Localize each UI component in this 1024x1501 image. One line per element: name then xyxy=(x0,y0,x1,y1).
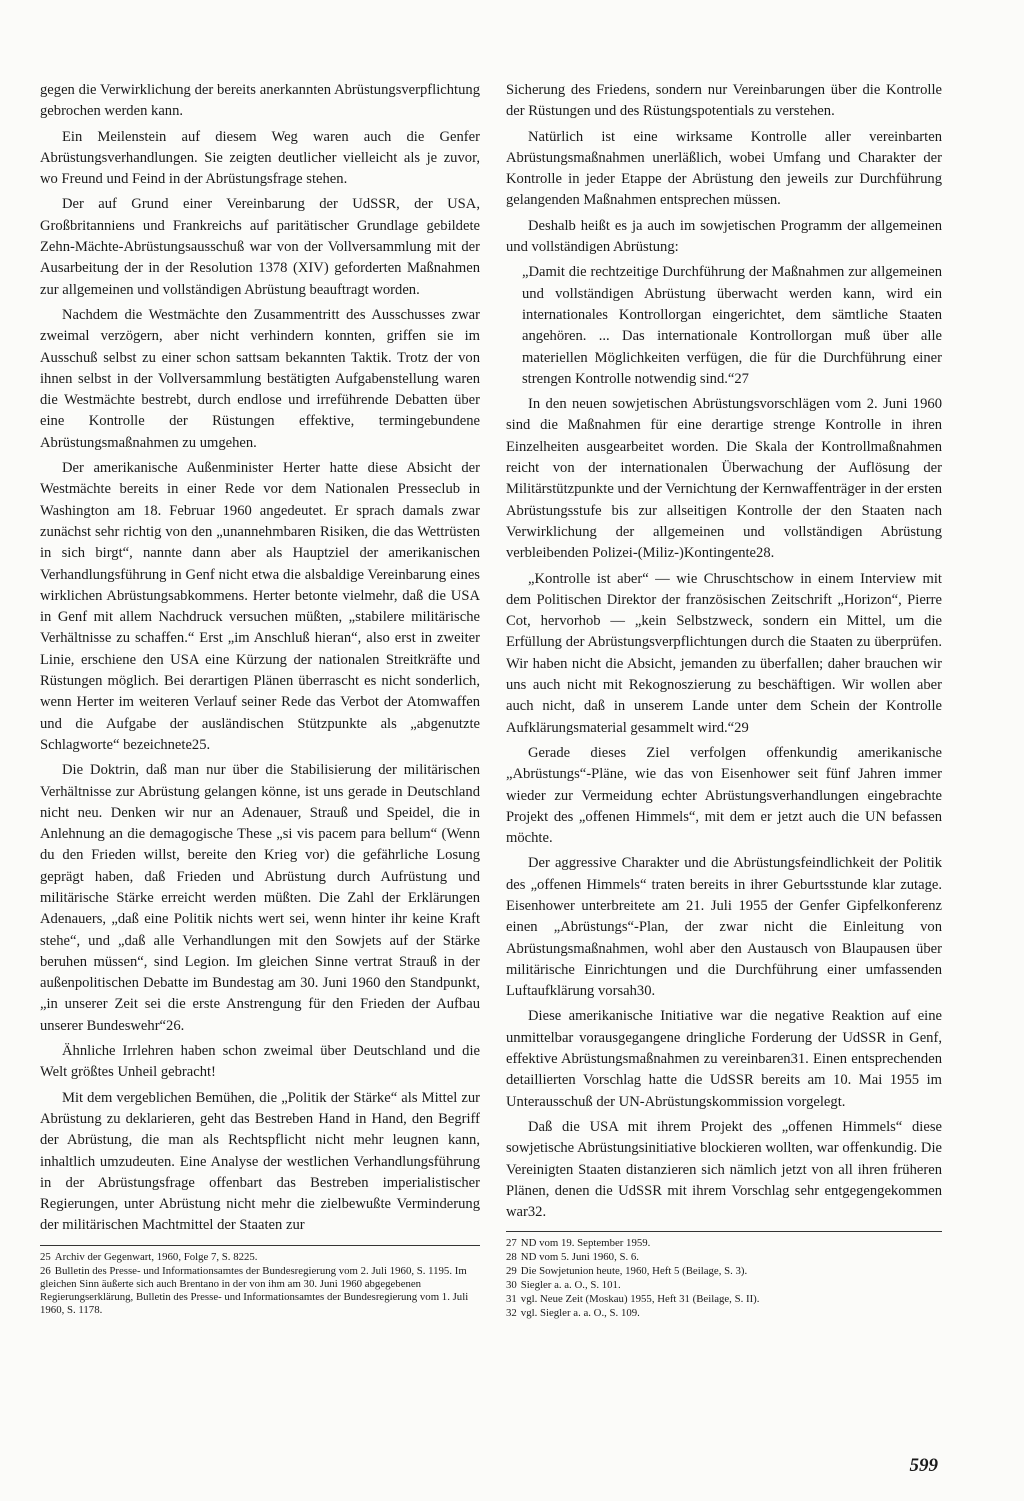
footnote-text: Die Sowjetunion heute, 1960, Heft 5 (Beilage, S. 3). xyxy=(520,1265,748,1278)
footnote xyxy=(506,1237,942,1250)
footnote-number: 26 xyxy=(40,1264,51,1277)
footnote-number: 29 xyxy=(506,1265,517,1278)
footnote-number: 27 xyxy=(506,1237,517,1250)
right-column xyxy=(506,80,942,1321)
paragraph: „Kontrolle ist aber“ — wie Chruschtschow in einem Interview mit dem Politischen Direktor der französischen Zeitschrift „Horizon“, Pierre Cot, hervorhob — „kein Selbstzweck, sondern ein Mittel, um die Erfüllung der Abrüstungsverpflichtungen durch die Staaten zu überprüfen. Wir haben nicht die Absicht, jemanden zu überfallen; daher brauchen wir uns auch nicht mit Rekognoszierung zu beschäftigen. Wir wollen aber auch nicht, daß in unserem Lande unter dem Schein der Kontrolle Aufklärungsmaterial gesammelt wird.“29 xyxy=(506,570,942,736)
paragraph: Ein Meilenstein auf diesem Weg waren auch die Genfer Abrüstungsverhandlungen. Sie zeigten deutlicher vielleicht als je zuvor, wo Freund und Feind in der Abrüstungsfrage stehen. xyxy=(40,128,480,188)
paragraph: Der aggressive Charakter und die Abrüstungsfeindlichkeit der Politik des „offenen Himmels“ traten bereits in ihrer Geburtsstunde klar zutage. Eisenhower unterbreitete am 21. Juli 1955 der Genfer Gipfelkonferenz einen „Abrüstungs“-Plan, der zwar nicht die Einleitung von Abrüstungsmaßnahmen, wohl aber den Austausch von Blaupausen über militärische Einrichtungen und die Durchführung einer umfassenden Luftaufklärung vorsah30. xyxy=(506,855,942,1000)
footnote xyxy=(40,1265,480,1317)
footnote-text: ND vom 19. September 1959. xyxy=(520,1237,651,1250)
block-quote: „Damit die rechtzeitige Durchführung der Maßnahmen zur allgemeinen und vollständigen Abrüstung überwacht werden kann, wird ein internationales Kontrollorgan eingerichtet, dem sämtliche Staaten angehören. ... Das internationale Kontrollorgan muß über alle materiellen Möglichkeiten verfügen, die für die Durchführung einer strengen Kontrolle notwendig sind.“27 xyxy=(522,264,942,387)
footnote xyxy=(506,1265,942,1278)
footnote-text: vgl. Neue Zeit (Moskau) 1955, Heft 31 (Beilage, S. II). xyxy=(520,1293,760,1306)
paragraph: Der auf Grund einer Vereinbarung der UdSSR, der USA, Großbritanniens und Frankreichs auf paritätischer Grundlage gebildete Zehn-Mächte-Abrüstungsausschuß war von der Vollversammlung mit der Ausarbeitung der in der Resolution 1378 (XIV) geforderten Maßnahmen zur allgemeinen und vollständigen Abrüstung beauftragt worden. xyxy=(40,196,480,298)
paragraph: Gerade dieses Ziel verfolgen offenkundig amerikanische „Abrüstungs“-Pläne, wie das von Eisenhower seit fünf Jahren immer wieder zur Vermeidung echter Abrüstungsverhandlungen eingebrachte Projekt des „offenen Himmels“, mit dem er jetzt auch die UN befassen möchte. xyxy=(506,744,942,847)
footnote-text: ND vom 5. Juni 1960, S. 6. xyxy=(520,1251,639,1264)
footnotes-left xyxy=(40,1245,480,1317)
footnotes-right xyxy=(506,1231,942,1320)
paragraph: Diese amerikanische Initiative war die negative Reaktion auf eine unmittelbar vorausgegangene dringliche Forderung der UdSSR in Genf, effektive Abrüstungsmaßnahmen zu vereinbaren31. Einen entsprechenden detaillierten Vorschlag hatte die UdSSR bereits am 10. Mai 1955 im Unterausschuß der UN-Abrüstungskommission vorgelegt. xyxy=(506,1008,942,1110)
paragraph: Nachdem die Westmächte den Zusammentritt des Ausschusses zwar zweimal verzögern, aber nicht verhindern konnten, griffen sie im Ausschuß selbst zu einer schon sattsam bekannten Taktik. Trotz der von ihnen selbst in der Vollversammlung bestätigten Aufgabenstellung waren die Westmächte bestrebt, durch endlose und irreführende Debatten über eine Kontrolle der Rüstungen effektive, termingebundene Abrüstungsmaßnahmen zu umgehen. xyxy=(40,306,480,451)
paragraph: Der amerikanische Außenminister Herter hatte diese Absicht der Westmächte bereits in einer Rede vor dem Nationalen Presseclub in Washington am 18. Februar 1960 angedeutet. Er sprach damals zwar zunächst sehr richtig von den „unannehmbaren Risiken, die das Wettrüsten in sich birgt“, nannte dann aber als Hauptziel der amerikanischen Verhandlungsführung in Genf nicht etwa die alsbaldige Vereinbarung eines wirklichen Abrüstungsabkommens. Herter betonte vielmehr, daß die USA in Genf mit allem Nachdruck versuchen müßten, „stabilere militärische Verhältnisse zu schaffen.“ Erst „im Anschluß hieran“, also erst in zweiter Linie, erschiene den USA eine Kürzung der nationalen Streitkräfte und Rüstungen möglich. Bei derartigen Plänen überrascht es nicht sonderlich, wenn Herter im weiteren Verlauf seiner Rede das Verbot der Atomwaffen und die Aufgabe der ausländischen Stützpunkte als „abgenutzte Schlagworte“ bezeichnete25. xyxy=(40,460,480,753)
paragraph: Ähnliche Irrlehren haben schon zweimal über Deutschland und die Welt größtes Unheil gebracht! xyxy=(40,1043,480,1081)
footnote-number: 28 xyxy=(506,1251,517,1264)
paragraph: In den neuen sowjetischen Abrüstungsvorschlägen vom 2. Juni 1960 sind die Maßnahmen für eine derartige strenge Kontrolle in ihren Einzelheiten ausgearbeitet worden. Die Skala der Kontrollmaßnahmen reicht von der internationalen Überwachung der Auflösung der Militärstützpunkte und der Vernichtung der Kernwaffenträger in der ersten Abrüstungsstufe bis zur allseitigen Kontrolle der den Staaten nach Verwirklichung der allgemeinen und vollständigen Abrüstung verbleibenden Polizei-(Miliz-)Kontingente28. xyxy=(506,396,942,562)
paragraph: Die Doktrin, daß man nur über die Stabilisierung der militärischen Verhältnisse zur Abrüstung gelangen könne, ist uns gerade in Deutschland nicht neu. Denken wir nur an Adenauer, Strauß und Speidel, die in Anlehnung an die demagogische These „si vis pacem para bellum“ (Wenn du den Frieden willst, bereite den Krieg vor) die gefährliche Losung geprägt haben, daß Frieden und Abrüstung durch Aufrüstung und militärische Stärke erreicht werden müßten. Die Zahl der Erklärungen Adenauers, „daß eine Politik nichts wert sei, wenn hinter ihr keine Kraft stehe“, und „daß alle Verhandlungen mit den Sowjets auf der Stärke beruhen müssen“, sind Legion. Im gleichen Sinne vertrat Strauß in der außenpolitischen Debatte im Bundestag am 30. Juni 1960 den Standpunkt, „in unserer Zeit sei die erste Anstrengung für den Frieden der Aufbau unserer Bundeswehr“26. xyxy=(40,762,480,1034)
footnote xyxy=(506,1307,942,1320)
footnote xyxy=(40,1251,480,1264)
footnote xyxy=(506,1251,942,1264)
paragraph: Mit dem vergeblichen Bemühen, die „Politik der Stärke“ als Mittel zur Abrüstung zu deklarieren, geht das Bestreben Hand in Hand, den Begriff der Abrüstung, die man als Rechtspflicht nicht mehr leugnen kann, inhaltlich umzudeuten. Eine Analyse der westlichen Verhandlungsführung in der Abrüstungsfrage offenbart das Bestreben imperialistischer Regierungen, unter Abrüstung nicht mehr die zielbewußte Verminderung der militärischen Machtmittel der Staaten zur xyxy=(40,1089,480,1234)
footnote-number: 30 xyxy=(506,1279,517,1292)
footnote xyxy=(506,1279,942,1292)
paragraph: Daß die USA mit ihrem Projekt des „offenen Himmels“ diese sowjetische Abrüstungsinitiative blockieren wollten, war offenkundig. Die Vereinigten Staaten distanzieren sich nämlich jetzt von all ihren früheren Plänen, denen die UdSSR mit ihrem Vorschlag sehr entgegengekommen war32. xyxy=(506,1118,942,1221)
footnote-text: vgl. Siegler a. a. O., S. 109. xyxy=(520,1307,640,1320)
left-column xyxy=(40,80,480,1318)
footnote-text: Archiv der Gegenwart, 1960, Folge 7, S. 8225. xyxy=(54,1250,258,1263)
paragraph: Deshalb heißt es ja auch im sowjetischen Programm der allgemeinen und vollständigen Abrüstung: xyxy=(506,217,942,256)
footnote-number: 25 xyxy=(40,1250,51,1263)
paragraph: Sicherung des Friedens, sondern nur Vereinbarungen über die Kontrolle der Rüstungen und des Rüstungspotentials zu verstehen. xyxy=(506,82,942,120)
page-number: 599 xyxy=(909,1455,938,1476)
footnote-number: 32 xyxy=(506,1307,517,1320)
paragraph: Natürlich ist eine wirksame Kontrolle aller vereinbarten Abrüstungsmaßnahmen unerläßlich, wobei Umfang und Charakter der Kontrolle in jeder Etappe der Abrüstung den jeweils zur Durchführung gelangenden Maßnahmen entsprechen müssen. xyxy=(506,128,942,209)
footnote-number: 31 xyxy=(506,1293,517,1306)
footnote-text: Bulletin des Presse- und Informationsamtes der Bundesregierung vom 2. Juli 1960, S. 1195. Im gleichen Sinn äußerte sich auch Brentano in der von ihm am 30. Juni 1960 abgegebenen Regierungserklärung, Bulletin des Presse- und Informationsamtes der Bundesregierung vom 1. Juli 1960, S. 1178. xyxy=(40,1264,469,1316)
paragraph: gegen die Verwirklichung der bereits anerkannten Abrüstungsverpflichtung gebrochen werden kann. xyxy=(40,82,480,120)
footnote xyxy=(506,1293,942,1306)
footnote-text: Siegler a. a. O., S. 101. xyxy=(520,1279,621,1292)
